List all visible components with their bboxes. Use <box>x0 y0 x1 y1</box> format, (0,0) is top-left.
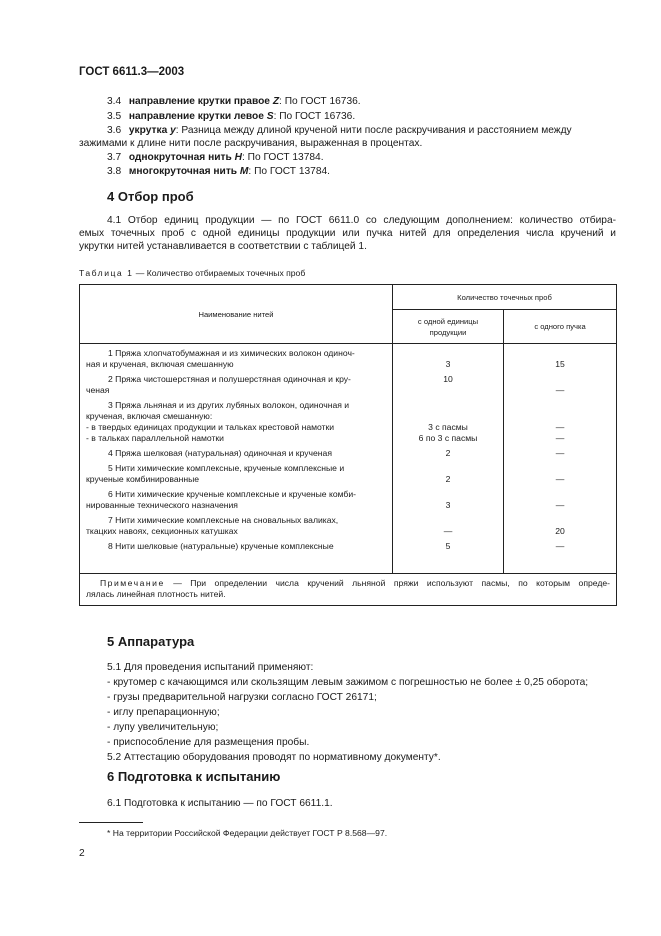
table-caption-text: — Количество отбираемых точечных проб <box>133 268 306 278</box>
table-row-3: 3 Пряжа льняная и из других лубяных волокон, одиночная и крученая, включая смешанную: - в твердых единицах продукции и тальках крестовой намотки - в тальках параллельной намотки <box>86 400 350 443</box>
term-3-6-continuation: зажимами к длине нити после раскручивания, выраженная в процентах. <box>79 138 423 149</box>
table-row-2: 2 Пряжа чистошерстяная и полушерстяная одиночная и кру- ченая <box>86 374 351 395</box>
column-header-sample-count: Количество точечных проб <box>393 285 617 310</box>
term-definition: : По ГОСТ 13784. <box>248 166 331 177</box>
document-header: ГОСТ 6611.3—2003 <box>79 66 185 78</box>
section-6-heading: 6 Подготовка к испытанию <box>107 769 281 784</box>
term-number: 3.5 <box>107 111 122 122</box>
term-name: направление крутки левое <box>128 111 264 122</box>
term-symbol: Н <box>234 152 242 163</box>
column-header-per-bundle: с одного пучка <box>504 310 617 344</box>
paragraph-line: 4.1 Отбор единиц продукции — по ГОСТ 6611.0 со следующим дополнением: количество отбира- <box>107 215 616 226</box>
section-5-line: 5.1 Для проведения испытаний применяют: <box>107 662 314 673</box>
term-name: многокруточная нить <box>128 166 238 177</box>
table-row-1: 1 Пряжа хлопчатобумажная и из химических волокон одиноч- ная и крученая, включая смешанную <box>86 348 355 369</box>
section-5-line: 5.2 Аттестацию оборудования проводят по нормативному документу*. <box>107 752 441 763</box>
per-bundle-value: — <box>555 500 565 510</box>
per-unit-value: 10 <box>443 374 453 384</box>
term-3-4 <box>107 95 361 108</box>
term-symbol: Z <box>272 96 280 107</box>
term-name: направление крутки правое <box>128 96 270 107</box>
per-bundle-values-cell <box>504 344 617 574</box>
sample-count-table <box>79 284 617 606</box>
section-5-list <box>107 661 588 766</box>
per-bundle-value: — <box>555 448 565 458</box>
table-note-label: Примечание <box>100 578 165 588</box>
table-row-7: 7 Нити химические комплексные на сновальных валиках, ткацких навоях, секционных катушках <box>86 515 339 536</box>
paragraph-line: емых точечных проб с одной единицы продукции или пучка нитей для определения числа кручений и <box>79 228 616 239</box>
section-5-line: - грузы предварительной нагрузки согласно ГОСТ 26171; <box>107 692 377 703</box>
term-name: укрутка <box>128 125 168 136</box>
table-row-4: 4 Пряжа шелковая (натуральная) одиночная и крученая <box>108 448 332 458</box>
per-bundle-value: — <box>555 422 565 432</box>
per-unit-value: 5 <box>445 541 451 551</box>
per-unit-value: 3 <box>445 500 451 510</box>
table-note <box>80 574 617 606</box>
table-note-text: — При определении числа кручений льняной пряжи используют пасмы, по которым опреде- <box>164 578 611 588</box>
term-number: 3.4 <box>107 96 122 107</box>
per-unit-value: 3 <box>445 359 451 369</box>
table-row-6: 6 Нити химические крученые комплексные и крученые комби- нированные технического назначения <box>86 489 357 510</box>
section-5-heading: 5 Аппаратура <box>107 634 195 649</box>
table-note-text: лялась линейная плотность нитей. <box>86 589 226 599</box>
per-unit-value: — <box>443 526 453 536</box>
column-header-per-unit: с одной единицы продукции <box>393 310 504 344</box>
table-caption-label: Таблица 1 <box>79 268 134 278</box>
footnote-divider <box>79 822 143 823</box>
per-bundle-value: 20 <box>555 526 565 536</box>
paragraph-line: укрутки нитей устанавливается в соответствии с таблицей 1. <box>79 241 367 252</box>
per-unit-values-cell <box>393 344 504 574</box>
term-symbol: у <box>170 125 176 136</box>
section-4-paragraph <box>79 214 616 253</box>
thread-names-cell <box>80 344 393 574</box>
table-caption <box>79 268 305 279</box>
per-unit-value: 2 <box>445 474 451 484</box>
term-symbol: М <box>239 166 249 177</box>
section-4-heading: 4 Отбор проб <box>107 189 194 204</box>
section-6-paragraph: 6.1 Подготовка к испытанию — по ГОСТ 6611.1. <box>107 798 333 809</box>
section-5-line: - лупу увеличительную; <box>107 722 219 733</box>
per-bundle-value: — <box>555 385 565 395</box>
term-3-8 <box>107 165 330 178</box>
table-row-5: 5 Нити химические комплексные, крученые комплексные и крученые комбинированные <box>86 463 345 484</box>
per-bundle-value: — <box>555 541 565 551</box>
term-number: 3.7 <box>107 152 122 163</box>
term-symbol: S <box>266 111 274 122</box>
term-number: 3.8 <box>107 166 122 177</box>
term-3-6 <box>107 124 572 137</box>
term-definition: : По ГОСТ 16736. <box>279 96 361 107</box>
page-number: 2 <box>79 848 85 859</box>
section-5-line: - иглу препарационную; <box>107 707 220 718</box>
term-definition: : Разница между длиной крученой нити после раскручивания и расстоянием между <box>175 125 572 136</box>
per-unit-value: 3 с пасмы <box>428 422 468 432</box>
term-name: однокруточная нить <box>128 152 232 163</box>
per-bundle-value: — <box>555 474 565 484</box>
term-3-7 <box>107 151 324 164</box>
term-definition: : По ГОСТ 13784. <box>241 152 324 163</box>
per-unit-value: 6 по 3 с пасмы <box>418 433 478 443</box>
section-5-line: - приспособление для размещения пробы. <box>107 737 310 748</box>
footnote: * На территории Российской Федерации действует ГОСТ Р 8.568—97. <box>107 828 388 838</box>
per-unit-value: 2 <box>445 448 451 458</box>
per-bundle-value: 15 <box>555 359 565 369</box>
term-number: 3.6 <box>107 125 122 136</box>
per-bundle-value: — <box>555 433 565 443</box>
term-definition: : По ГОСТ 16736. <box>273 111 356 122</box>
term-3-5 <box>107 110 355 123</box>
table-row-8: 8 Нити шелковые (натуральные) крученые комплексные <box>108 541 334 551</box>
section-5-line: - крутомер с качающимся или скользящим левым зажимом с погрешностью не более ± 0,25 оборота; <box>107 677 589 688</box>
column-header-thread-name: Наименование нитей <box>80 285 393 344</box>
